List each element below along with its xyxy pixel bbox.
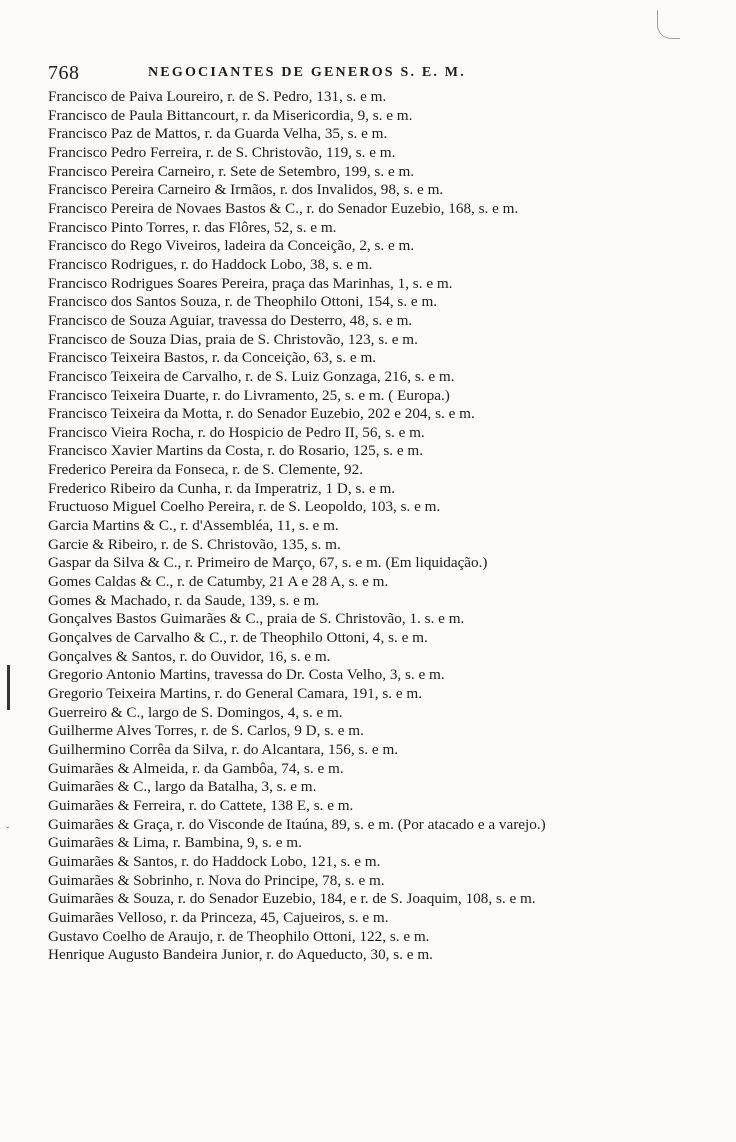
merchant-entry: Guimarães & Santos, r. do Haddock Lobo, 121, s. e m. — [48, 852, 381, 870]
merchant-entry: Fructuoso Miguel Coelho Pereira, r. de S. Leopoldo, 103, s. e m. — [48, 498, 441, 516]
stray-mark: ˇ — [6, 826, 10, 837]
merchant-entry: Henrique Augusto Bandeira Junior, r. do Aqueducto, 30, s. e m. — [48, 946, 433, 964]
merchant-entry: Guimarães & C., largo da Batalha, 3, s. e m. — [48, 778, 317, 796]
merchant-entry: Francisco Pereira Carneiro, r. Sete de Setembro, 199, s. e m. — [48, 162, 415, 180]
merchant-entry: Guimarães & Lima, r. Bambina, 9, s. e m. — [48, 834, 302, 852]
merchant-entry: Francisco Pereira de Novaes Bastos & C., r. do Senador Euzebio, 168, s. e m. — [48, 199, 519, 217]
corner-pencil-mark — [657, 10, 680, 39]
merchant-entry: Gustavo Coelho de Araujo, r. de Theophilo Ottoni, 122, s. e m. — [48, 927, 430, 945]
merchant-entry: Francisco Rodrigues Soares Pereira, praça das Marinhas, 1, s. e m. — [48, 274, 453, 292]
merchant-entry: Gomes & Machado, r. da Saude, 139, s. e m. — [48, 591, 320, 609]
merchant-entry: Francisco Rodrigues, r. do Haddock Lobo, 38, s. e m. — [48, 255, 373, 273]
merchant-entry: Gregorio Teixeira Martins, r. do General Camara, 191, s. e m. — [48, 685, 423, 702]
merchant-entry: Francisco de Paiva Loureiro, r. de S. Pedro, 131, s. e m. — [48, 88, 387, 105]
merchant-entry: Guimarães & Almeida, r. da Gambôa, 74, s. e m. — [48, 759, 344, 777]
merchant-entry: Francisco Xavier Martins da Costa, r. do Rosario, 125, s. e m. — [48, 442, 423, 460]
merchant-entry: Francisco de Paula Bittancourt, r. da Misericordia, 9, s. e m. — [48, 106, 413, 124]
merchant-entry: Francisco dos Santos Souza, r. de Theophilo Ottoni, 154, s. e m. — [48, 293, 438, 311]
merchant-entry: Francisco Teixeira Bastos, r. da Conceição, 63, s. e m. — [48, 349, 377, 367]
merchant-entry: Guerreiro & C., largo de S. Domingos, 4, s. e m. — [48, 703, 343, 721]
merchant-entry: Gaspar da Silva & C., r. Primeiro de Março, 67, s. e m. (Em liquidação.) — [48, 554, 488, 572]
merchant-entry: Francisco do Rego Viveiros, ladeira da Conceição, 2, s. e m. — [48, 237, 415, 255]
merchant-entry: Gonçalves & Santos, r. do Ouvidor, 16, s. e m. — [48, 647, 331, 665]
merchant-entry: Francisco Teixeira da Motta, r. do Senador Euzebio, 202 e 204, s. e m. — [48, 405, 475, 423]
merchant-entry: Garcia Martins & C., r. d'Assembléa, 11, s. e m. — [48, 517, 339, 535]
merchant-entry: Francisco Teixeira Duarte, r. do Livramento, 25, s. e m. ( Europa.) — [48, 386, 450, 404]
merchant-entry: Francisco Pereira Carneiro & Irmãos, r. dos Invalidos, 98, s. e m. — [48, 181, 444, 199]
merchant-entry: Gonçalves Bastos Guimarães & C., praia de S. Christovão, 1. s. e m. — [48, 610, 465, 628]
merchant-entry: Guimarães & Ferreira, r. do Cattete, 138 E, s. e m. — [48, 796, 354, 814]
merchant-entry: Guilherme Alves Torres, r. de S. Carlos, 9 D, s. e m. — [48, 722, 364, 740]
merchant-entry: Francisco Vieira Rocha, r. do Hospicio de Pedro II, 56, s. e m. — [48, 423, 425, 441]
merchant-entry: Guimarães & Graça, r. do Visconde de Itaúna, 89, s. e m. (Por atacado e a varejo.) — [48, 815, 546, 833]
merchant-list — [48, 88, 698, 965]
merchant-entry: Guilhermino Corrêa da Silva, r. do Alcantara, 156, s. e m. — [48, 740, 399, 758]
merchant-entry: Francisco Pinto Torres, r. das Flôres, 52, s. e m. — [48, 218, 337, 236]
merchant-entry: Francisco Paz de Mattos, r. da Guarda Velha, 35, s. e m. — [48, 125, 388, 143]
page-number: 768 — [48, 62, 80, 84]
merchant-entry: Francisco Teixeira de Carvalho, r. de S. Luiz Gonzaga, 216, s. e m. — [48, 367, 455, 385]
page-header — [48, 62, 668, 86]
merchant-entry: Frederico Pereira da Fonseca, r. de S. Clemente, 92. — [48, 461, 364, 479]
merchant-entry: Gregorio Antonio Martins, travessa do Dr. Costa Velho, 3, s. e m. — [48, 666, 445, 684]
merchant-entry: Guimarães & Sobrinho, r. Nova do Principe, 78, s. e m. — [48, 871, 385, 889]
merchant-entry: Francisco de Souza Dias, praia de S. Christovão, 123, s. e m. — [48, 330, 418, 348]
running-head: NEGOCIANTES DE GENEROS S. E. M. — [148, 65, 466, 80]
merchant-entry: Gomes Caldas & C., r. de Catumby, 21 A e 28 A, s. e m. — [48, 573, 389, 591]
merchant-entry: Francisco Pedro Ferreira, r. de S. Christovão, 119, s. e m. — [48, 143, 396, 161]
margin-mark — [7, 665, 10, 710]
merchant-entry: Frederico Ribeiro da Cunha, r. da Imperatriz, 1 D, s. e m. — [48, 479, 396, 497]
merchant-entry: Garcie & Ribeiro, r. de S. Christovão, 135, s. m. — [48, 535, 341, 553]
merchant-entry: Guimarães Velloso, r. da Princeza, 45, Cajueiros, s. e m. — [48, 908, 389, 926]
merchant-entry: Francisco de Souza Aguiar, travessa do Desterro, 48, s. e m. — [48, 311, 413, 329]
merchant-entry: Guimarães & Souza, r. do Senador Euzebio, 184, e r. de S. Joaquim, 108, s. e m. — [48, 890, 536, 908]
merchant-entry: Gonçalves de Carvalho & C., r. de Theophilo Ottoni, 4, s. e m. — [48, 629, 428, 647]
